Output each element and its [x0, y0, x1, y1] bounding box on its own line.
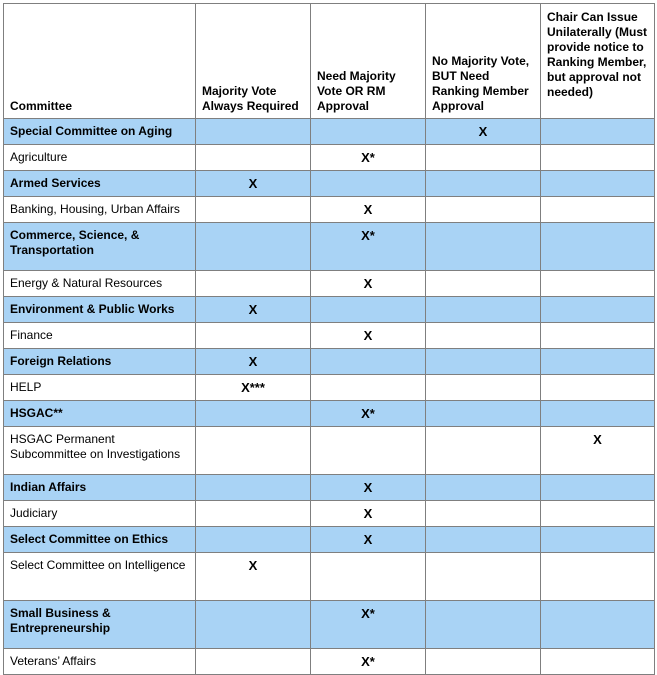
header-no-majority-rm: No Majority Vote, BUT Need Ranking Member Approval [426, 4, 541, 119]
cell-majority-or-rm [311, 171, 426, 197]
cell-chair-unilateral [541, 119, 655, 145]
cell-majority-or-rm: X [311, 527, 426, 553]
cell-no-majority-rm [426, 171, 541, 197]
table-row [4, 171, 655, 197]
cell-majority-or-rm: X* [311, 145, 426, 171]
cell-majority-or-rm [311, 375, 426, 401]
cell-chair-unilateral [541, 375, 655, 401]
table-row [4, 119, 655, 145]
table-row [4, 375, 655, 401]
cell-majority-or-rm [311, 427, 426, 475]
cell-majority-vote [196, 271, 311, 297]
cell-majority-or-rm [311, 553, 426, 601]
table-row [4, 553, 655, 601]
table-row [4, 401, 655, 427]
cell-majority-or-rm: X* [311, 401, 426, 427]
cell-chair-unilateral [541, 171, 655, 197]
cell-no-majority-rm [426, 375, 541, 401]
cell-no-majority-rm [426, 553, 541, 601]
committee-name: Commerce, Science, & Transportation [4, 223, 196, 271]
cell-majority-vote [196, 197, 311, 223]
cell-majority-vote [196, 323, 311, 349]
table-row [4, 349, 655, 375]
committee-name: HSGAC** [4, 401, 196, 427]
table-row [4, 297, 655, 323]
cell-majority-vote: X [196, 171, 311, 197]
cell-majority-vote [196, 223, 311, 271]
header-majority-or-rm: Need Majority Vote OR RM Approval [311, 4, 426, 119]
cell-no-majority-rm [426, 475, 541, 501]
table-body [4, 119, 655, 675]
cell-majority-or-rm: X [311, 475, 426, 501]
cell-chair-unilateral [541, 501, 655, 527]
committee-name: Judiciary [4, 501, 196, 527]
cell-majority-or-rm: X [311, 197, 426, 223]
cell-no-majority-rm [426, 323, 541, 349]
cell-chair-unilateral [541, 601, 655, 649]
committee-name: Finance [4, 323, 196, 349]
cell-majority-or-rm [311, 119, 426, 145]
table-row [4, 601, 655, 649]
cell-majority-or-rm [311, 297, 426, 323]
committee-name: Armed Services [4, 171, 196, 197]
cell-majority-or-rm [311, 349, 426, 375]
cell-no-majority-rm [426, 401, 541, 427]
cell-majority-vote: X [196, 297, 311, 323]
committee-name: HELP [4, 375, 196, 401]
cell-chair-unilateral [541, 297, 655, 323]
committee-name: Indian Affairs [4, 475, 196, 501]
table-row [4, 223, 655, 271]
cell-majority-vote [196, 601, 311, 649]
cell-chair-unilateral [541, 197, 655, 223]
header-chair-unilateral: Chair Can Issue Unilaterally (Must provide notice to Ranking Member, but approval not needed) [541, 4, 655, 119]
cell-chair-unilateral [541, 401, 655, 427]
cell-majority-vote [196, 527, 311, 553]
committee-name: Foreign Relations [4, 349, 196, 375]
cell-majority-vote [196, 427, 311, 475]
cell-chair-unilateral [541, 271, 655, 297]
cell-majority-vote [196, 475, 311, 501]
cell-majority-vote [196, 145, 311, 171]
cell-majority-or-rm: X [311, 323, 426, 349]
committee-name: HSGAC Permanent Subcommittee on Investigations [4, 427, 196, 475]
cell-majority-vote: X [196, 349, 311, 375]
cell-chair-unilateral [541, 649, 655, 675]
table-row [4, 649, 655, 675]
header-majority-vote: Majority Vote Always Required [196, 4, 311, 119]
cell-chair-unilateral [541, 323, 655, 349]
committee-name: Select Committee on Intelligence [4, 553, 196, 601]
committee-name: Special Committee on Aging [4, 119, 196, 145]
cell-no-majority-rm [426, 349, 541, 375]
committee-name: Select Committee on Ethics [4, 527, 196, 553]
cell-majority-vote [196, 649, 311, 675]
cell-chair-unilateral [541, 475, 655, 501]
cell-no-majority-rm [426, 297, 541, 323]
header-row [4, 4, 655, 119]
table-row [4, 271, 655, 297]
cell-majority-or-rm: X* [311, 223, 426, 271]
cell-no-majority-rm: X [426, 119, 541, 145]
cell-majority-vote: X [196, 553, 311, 601]
committee-name: Banking, Housing, Urban Affairs [4, 197, 196, 223]
cell-chair-unilateral [541, 349, 655, 375]
committee-name: Environment & Public Works [4, 297, 196, 323]
table-row [4, 427, 655, 475]
cell-majority-vote [196, 119, 311, 145]
cell-majority-vote [196, 401, 311, 427]
cell-no-majority-rm [426, 223, 541, 271]
cell-no-majority-rm [426, 197, 541, 223]
table-row [4, 197, 655, 223]
cell-chair-unilateral [541, 553, 655, 601]
table-row [4, 527, 655, 553]
cell-no-majority-rm [426, 427, 541, 475]
table-row [4, 145, 655, 171]
subpoena-authority-table [3, 3, 655, 675]
committee-name: Small Business & Entrepreneurship [4, 601, 196, 649]
cell-majority-vote: X*** [196, 375, 311, 401]
cell-majority-or-rm: X* [311, 649, 426, 675]
cell-no-majority-rm [426, 271, 541, 297]
cell-majority-vote [196, 501, 311, 527]
table-row [4, 501, 655, 527]
cell-no-majority-rm [426, 527, 541, 553]
committee-name: Veterans’ Affairs [4, 649, 196, 675]
committee-name: Energy & Natural Resources [4, 271, 196, 297]
cell-chair-unilateral: X [541, 427, 655, 475]
cell-chair-unilateral [541, 527, 655, 553]
table-row [4, 475, 655, 501]
cell-no-majority-rm [426, 601, 541, 649]
cell-majority-or-rm: X [311, 271, 426, 297]
cell-chair-unilateral [541, 145, 655, 171]
cell-chair-unilateral [541, 223, 655, 271]
cell-no-majority-rm [426, 649, 541, 675]
header-committee: Committee [4, 4, 196, 119]
cell-majority-or-rm: X* [311, 601, 426, 649]
cell-no-majority-rm [426, 145, 541, 171]
committee-name: Agriculture [4, 145, 196, 171]
cell-majority-or-rm: X [311, 501, 426, 527]
cell-no-majority-rm [426, 501, 541, 527]
table-row [4, 323, 655, 349]
